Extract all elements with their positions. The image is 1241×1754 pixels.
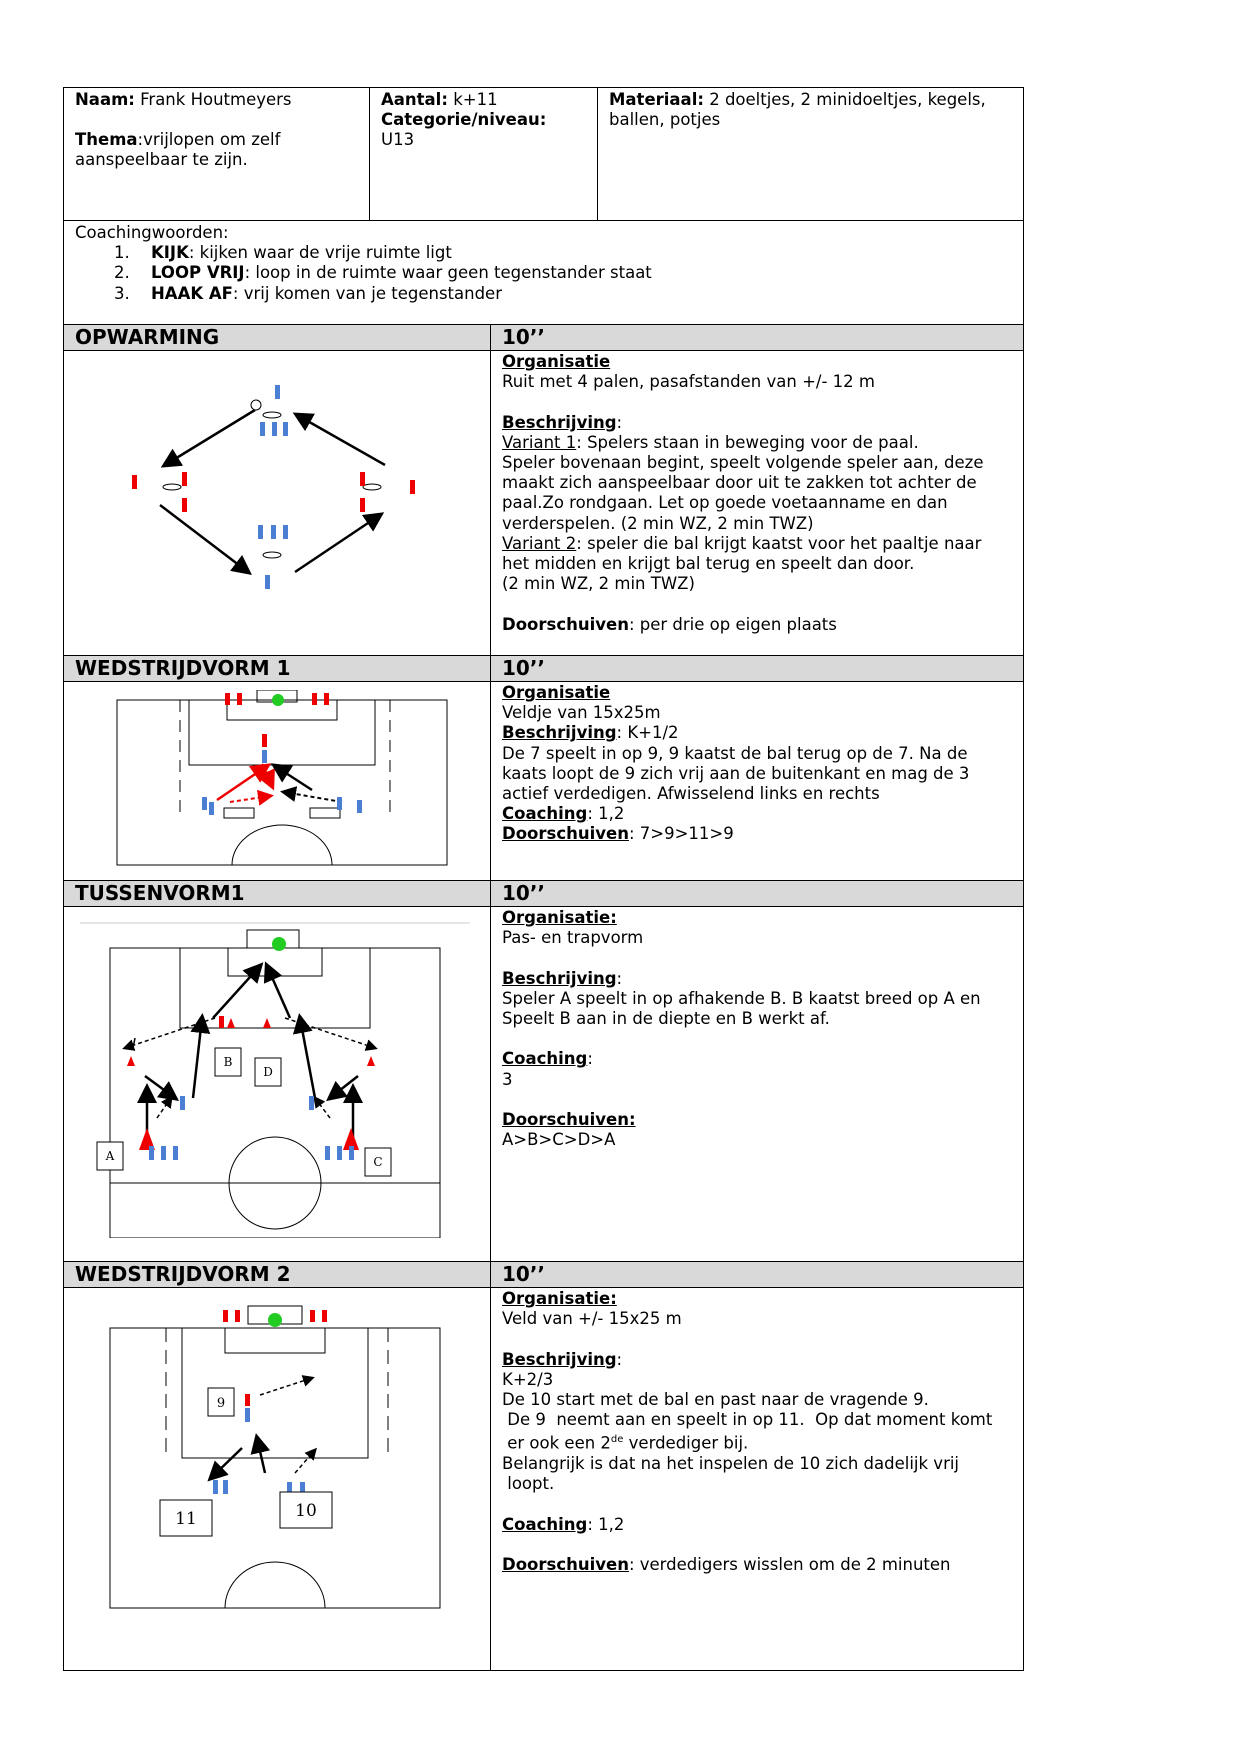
desc-line: het midden en krijgt bal terug en speelt dan door.: [502, 554, 915, 574]
field-outline: [117, 700, 447, 865]
run-arrow: [230, 796, 270, 802]
opwarming-time: 10’’: [490, 324, 1024, 351]
coach-text: 3: [502, 1069, 513, 1089]
player-icon: [337, 797, 342, 810]
materiaal-line: [609, 90, 986, 110]
player-icon: [237, 693, 242, 705]
pass-arrow: [297, 415, 385, 465]
coaching-item-3: [114, 284, 502, 304]
door-label: Doorschuiven:: [502, 1110, 636, 1130]
door-label: Doorschuiven: [502, 1555, 629, 1575]
desc-line: Speelt B aan in de diepte en B werkt af.: [502, 1009, 830, 1029]
pass-arrow: [193, 1018, 202, 1098]
player-icon: [202, 797, 207, 810]
player-icon: [245, 1394, 250, 1406]
coaching-item-text: : kijken waar de vrije ruimte ligt: [188, 243, 452, 262]
desc-line: kaats loopt de 9 zich vrij aan de buitenkant en mag de 3: [502, 763, 970, 783]
thema-line: [75, 130, 280, 150]
wedstrijdvorm2-diagram: [100, 1298, 450, 1613]
desc-line: verderspelen. (2 min WZ, 2 min TWZ): [502, 513, 814, 533]
org-text: Pas- en trapvorm: [502, 928, 644, 948]
coach-colon: :: [587, 1049, 593, 1069]
tussenvorm1-diagram: [75, 918, 475, 1238]
org-text: Veld van +/- 15x25 m: [502, 1309, 682, 1329]
player-icon: [223, 1480, 228, 1494]
player-icon: [349, 1146, 354, 1160]
goal-box: [225, 1328, 325, 1353]
desc-line: maakt zich aanspeelbaar door uit te zakken tot achter de: [502, 473, 977, 493]
run-arrow: [295, 1450, 315, 1473]
org-label: Organisatie: [502, 683, 611, 702]
org-text: Veldje van 15x25m: [502, 703, 661, 723]
aantal-line: [381, 90, 498, 110]
besch-label: Beschrijving: [502, 723, 617, 743]
desc-line: Belangrijk is dat na het inspelen de 10 zich dadelijk vrij: [502, 1454, 960, 1474]
label-11: 11: [175, 1509, 197, 1529]
goalkeeper-icon: [268, 1313, 282, 1327]
player-icon: [360, 472, 365, 486]
variant1-text: : Spelers staan in beweging voor de paal.: [576, 432, 919, 452]
pole-icon: [263, 552, 281, 558]
thema-value-2: aanspeelbaar te zijn.: [75, 150, 248, 169]
run-arrow: [315, 1098, 330, 1118]
variant2-label: Variant 2: [502, 533, 577, 553]
cone-icon: [263, 1018, 271, 1028]
player-icon: [225, 693, 230, 705]
pass-arrow: [165, 410, 255, 465]
player-icon: [272, 422, 277, 436]
desc-line: loopt.: [502, 1474, 555, 1494]
wedstrijdvorm2-description: [502, 1289, 1012, 1575]
cone-icon: [127, 1056, 135, 1066]
player-icon: [180, 1096, 185, 1110]
coaching-item-1: [114, 243, 452, 263]
field-outline: [110, 948, 440, 1238]
wedstrijdvorm1-title: WEDSTRIJDVORM 1: [63, 655, 491, 682]
pass-arrow: [160, 505, 248, 572]
desc-line: De 7 speelt in op 9, 9 kaatst de bal terug op de 7. Na de: [502, 743, 968, 763]
player-icon: [410, 480, 415, 494]
materiaal-value-2: ballen, potjes: [609, 110, 721, 129]
door-text: : per drie op eigen plaats: [628, 614, 837, 634]
player-icon: [132, 475, 137, 489]
penalty-box: [189, 700, 375, 765]
tussenvorm1-description: [502, 908, 1012, 1150]
desc-line: Speler A speelt in op afhakende B. B kaatst breed op A en: [502, 988, 981, 1008]
player-icon: [337, 1146, 342, 1160]
player-icon: [235, 1310, 240, 1322]
pass-arrow: [300, 1018, 315, 1098]
besch-label: Beschrijving: [502, 1349, 617, 1369]
besch-label: Beschrijving: [502, 968, 617, 988]
desc-line: verdediger bij.: [623, 1433, 749, 1453]
desc-line: De 9 neemt aan en speelt in op 11. Op dat moment komt: [502, 1410, 993, 1430]
opwarming-title: OPWARMING: [63, 324, 491, 351]
field-outline: [110, 1328, 440, 1608]
player-icon: [325, 1146, 330, 1160]
player-icon: [283, 525, 288, 539]
goalkeeper-icon: [272, 937, 286, 951]
desc-line: er ook een 2: [502, 1433, 611, 1453]
pass-arrow: [217, 766, 267, 800]
thema-label: Thema: [75, 130, 138, 149]
wedstrijdvorm1-diagram: [112, 690, 452, 870]
goal-box: [228, 948, 322, 976]
naam-label: Naam:: [75, 90, 135, 109]
player-icon: [262, 734, 267, 747]
aantal-label: Aantal:: [381, 90, 448, 109]
coaching-item-2: [114, 263, 652, 283]
label-b: B: [223, 1055, 233, 1069]
door-text: A>B>C>D>A: [502, 1130, 616, 1150]
center-circle: [225, 1562, 325, 1608]
player-icon: [260, 422, 265, 436]
pass-arrow: [267, 966, 290, 1018]
desc-line: (2 min WZ, 2 min TWZ): [502, 574, 695, 594]
run-arrow: [284, 792, 342, 802]
penalty-box: [180, 948, 370, 1028]
player-icon: [209, 802, 214, 815]
label-9: 9: [216, 1396, 226, 1411]
player-icon: [245, 1408, 250, 1422]
desc-line: actief verdedigen. Afwisselend links en rechts: [502, 784, 880, 804]
pass-arrow: [213, 966, 260, 1018]
opwarming-diagram: [120, 380, 430, 610]
pole-icon: [163, 484, 181, 490]
besch-colon: :: [616, 968, 623, 988]
goalkeeper-icon: [272, 694, 284, 706]
pass-arrow: [211, 1448, 242, 1478]
thema-value-1: :vrijlopen om zelf: [137, 130, 281, 149]
coach-label: Coaching: [502, 1514, 588, 1534]
label-c: C: [373, 1155, 383, 1169]
aantal-value: k+11: [453, 90, 498, 109]
run-arrow: [157, 1098, 171, 1118]
desc-line: paal.Zo rondgaan. Let op goede voetaanname en dan: [502, 493, 948, 513]
pole-icon: [263, 412, 281, 418]
player-icon: [324, 693, 329, 705]
coaching-item-num: 3.: [114, 284, 130, 303]
player-icon: [312, 693, 317, 705]
coach-label: Coaching: [502, 804, 588, 824]
center-circle: [232, 825, 332, 865]
naam-value: Frank Houtmeyers: [140, 90, 292, 109]
door-text: : verdedigers wisslen om de 2 minuten: [628, 1555, 951, 1575]
ball-icon: [251, 400, 261, 410]
coach-text: : 1,2: [587, 1514, 625, 1534]
wedstrijdvorm1-description: [502, 683, 1012, 845]
variant1-label: Variant 1: [502, 432, 577, 452]
player-icon: [265, 575, 270, 589]
desc-line: De 10 start met de bal en past naar de vragende 9.: [502, 1390, 929, 1410]
run-arrow: [260, 1378, 312, 1395]
wedstrijdvorm2-title: WEDSTRIJDVORM 2: [63, 1261, 491, 1288]
materiaal-value-1: 2 doeltjes, 2 minidoeltjes, kegels,: [709, 90, 986, 109]
player-icon: [360, 498, 365, 512]
pass-arrow: [295, 515, 380, 572]
desc-line: Speler bovenaan begint, speelt volgende speler aan, deze: [502, 453, 984, 473]
player-icon: [258, 525, 263, 539]
label-d: D: [263, 1065, 273, 1079]
categorie-label: Categorie/niveau:: [381, 110, 547, 129]
naam-line: [75, 90, 292, 110]
org-label: Organisatie:: [502, 908, 617, 927]
minigoal-icon: [224, 808, 254, 818]
pass-arrow: [275, 766, 312, 790]
cone-icon: [367, 1056, 375, 1066]
label-a: A: [105, 1149, 115, 1163]
coaching-item-text: : vrij komen van je tegenstander: [232, 284, 502, 303]
coach-text: : 1,2: [587, 804, 625, 824]
player-icon: [283, 422, 288, 436]
org-text: Ruit met 4 palen, pasafstanden van +/- 12 m: [502, 372, 875, 392]
player-icon: [173, 1146, 178, 1160]
categorie-value: U13: [381, 130, 415, 149]
player-icon: [309, 1096, 314, 1110]
label-10: 10: [295, 1501, 317, 1521]
coaching-item-key: HAAK AF: [151, 284, 233, 303]
org-label: Organisatie:: [502, 1289, 617, 1308]
desc-line: K+2/3: [502, 1369, 554, 1389]
player-icon: [275, 385, 280, 399]
player-icon: [262, 750, 267, 763]
player-icon: [182, 498, 187, 512]
variant2-text: : speler die bal krijgt kaatst voor het paaltje naar: [576, 533, 982, 553]
cone-icon: [227, 1018, 235, 1028]
coaching-item-key: LOOP VRIJ: [151, 263, 245, 282]
player-icon: [310, 1310, 315, 1322]
tussenvorm1-time: 10’’: [490, 880, 1024, 907]
run-arrow: [133, 1038, 135, 1048]
minigoal-icon: [310, 808, 340, 818]
pass-arrow: [145, 1076, 175, 1098]
coaching-item-num: 1.: [114, 243, 130, 262]
superscript: de: [610, 1434, 624, 1446]
wedstrijdvorm2-time: 10’’: [490, 1261, 1024, 1288]
coaching-title: Coachingwoorden:: [75, 223, 229, 242]
run-arrow: [285, 1018, 375, 1048]
player-icon: [223, 1310, 228, 1322]
door-label: Doorschuiven: [502, 824, 629, 844]
player-icon: [213, 1480, 218, 1494]
player-icon: [357, 800, 362, 813]
coach-label: Coaching: [502, 1049, 588, 1069]
opwarming-description: Organisatie Ruit met 4 palen, pasafstanden van +/- 12 m Beschrijving: Variant 1: Spelers staan in beweging voor de paal. Speler bovenaan begint, speelt volgende speler aan, deze maakt zich aanspeelbaar door uit te zakken tot achter de paal.Zo rondgaan. Let op goede voetaanname en dan verderspelen. (2 min WZ, 2 min TWZ) Variant 2: speler die bal krijgt kaatst voor het paaltje naar het midden en krijgt bal terug en speelt dan door. (2 min WZ, 2 min TWZ) Doorschuiven: per drie op eigen plaats: [502, 352, 1012, 635]
player-icon: [271, 525, 276, 539]
player-icon: [182, 472, 187, 486]
besch-colon: :: [616, 1349, 623, 1369]
player-icon: [149, 1146, 154, 1160]
coaching-item-key: KIJK: [151, 243, 189, 262]
besch-text: : K+1/2: [616, 723, 679, 743]
pole-icon: [363, 484, 381, 490]
coaching-item-text: : loop in de ruimte waar geen tegenstander staat: [244, 263, 652, 282]
org-label: Organisatie: [502, 352, 611, 371]
wedstrijdvorm1-time: 10’’: [490, 655, 1024, 682]
door-label: Doorschuiven: [502, 614, 629, 634]
besch-label: Beschrijving: [502, 412, 617, 432]
door-text: : 7>9>11>9: [628, 824, 734, 844]
player-icon: [322, 1310, 327, 1322]
materiaal-label: Materiaal:: [609, 90, 704, 109]
coaching-item-num: 2.: [114, 263, 130, 282]
pass-arrow: [257, 1438, 265, 1473]
player-icon: [219, 1016, 224, 1028]
player-icon: [161, 1146, 166, 1160]
tussenvorm1-title: TUSSENVORM1: [63, 880, 491, 907]
